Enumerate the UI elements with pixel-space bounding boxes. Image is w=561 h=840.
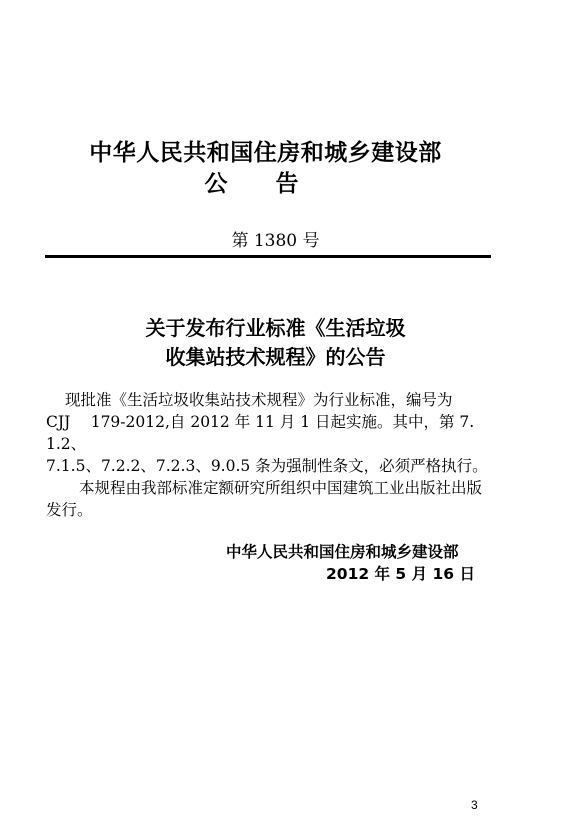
subject-line-1: 关于发布行业标准《生活垃圾 (145, 316, 406, 340)
body-line-3: 1.2、 (46, 435, 87, 453)
signature-issuer: 中华人民共和国住房和城乡建设部 (226, 543, 459, 561)
page-number: 3 (471, 798, 478, 812)
signature-date: 2012 年 5 月 16 日 (326, 565, 475, 583)
document-number: 第 1380 号 (231, 231, 320, 251)
body-line-5: 本规程由我部标准定额研究所组织中国建筑工业出版社出版 (79, 479, 483, 497)
body-line-4: 7.1.5、7.2.2、7.2.3、9.0.5 条为强制性条文，必须严格执行。 (46, 457, 488, 475)
announcement-heading: 公告 (204, 171, 347, 197)
body-line-6: 发行。 (46, 501, 93, 519)
body-line-1: 现批准《生活垃圾收集站技术规程》为行业标准，编号为 (65, 391, 453, 409)
header-divider (45, 255, 491, 258)
ministry-title: 中华人民共和国住房和城乡建设部 (89, 140, 442, 166)
subject-line-2: 收集站技术规程》的公告 (165, 345, 386, 369)
body-line-2: CJJ 179-2012,自 2012 年 11 月 1 日起实施。其中，第 7. (46, 413, 475, 431)
